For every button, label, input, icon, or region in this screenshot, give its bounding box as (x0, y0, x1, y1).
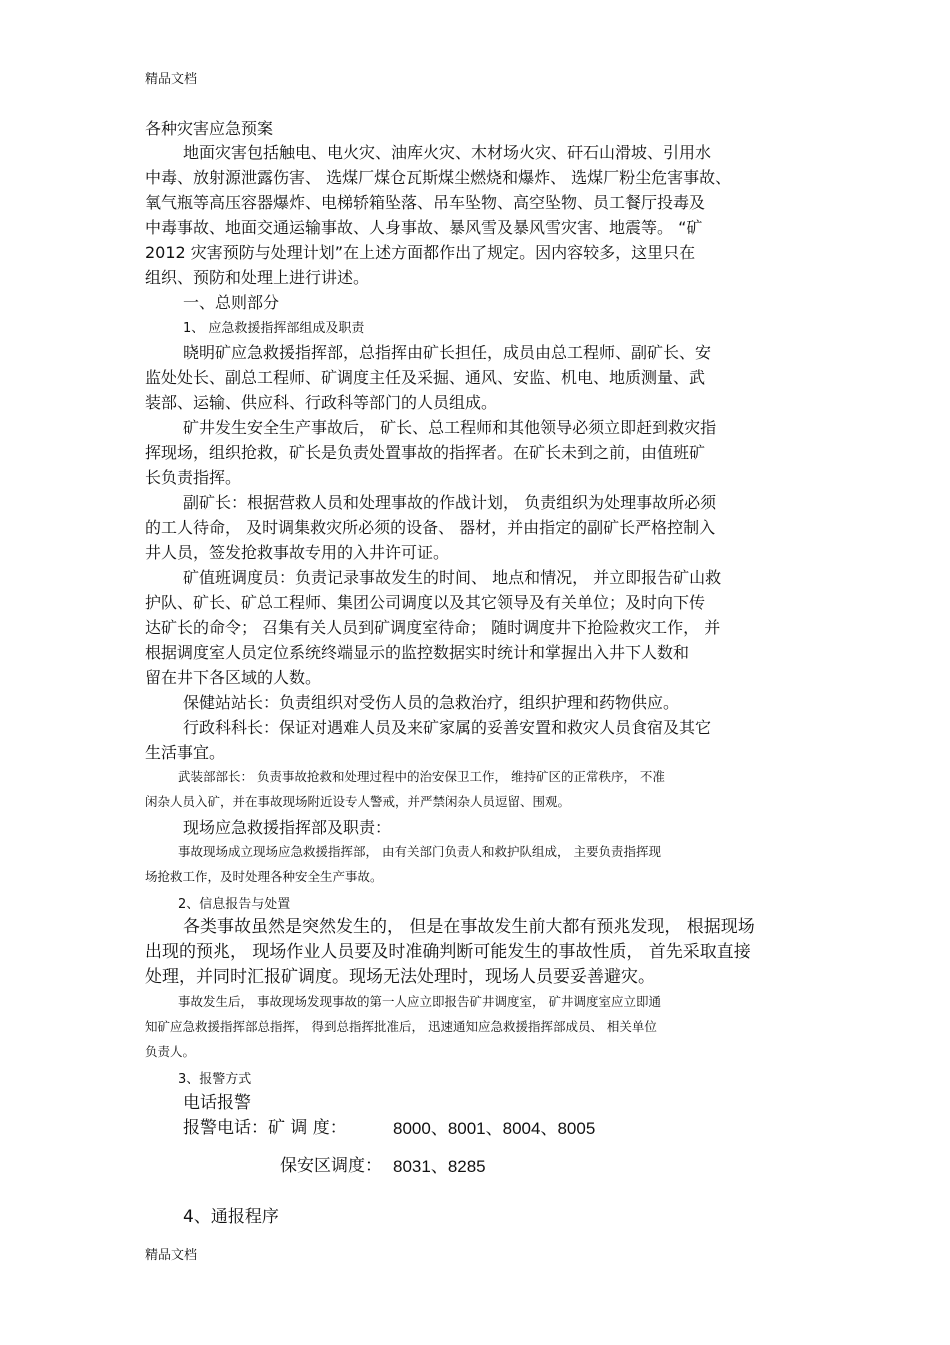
paragraph-line: 处理，并同时汇报矿调度。现场无法处理时，现场人员要妥善避灾。 (145, 967, 655, 987)
paragraph-line: 闲杂人员入矿，并在事故现场附近设专人警戒，并严禁闲杂人员逗留、围观。 (145, 794, 571, 809)
paragraph-line: 生活事宜。 (145, 743, 226, 762)
paragraph-line: 留在井下各区域的人数。 (145, 668, 322, 687)
paragraph-line: 根据调度室人员定位系统终端显示的监控数据实时统计和掌握出入井下人数和 (145, 643, 690, 662)
alarm-phone-numbers: 8000、8001、8004、8005 (393, 1119, 596, 1138)
paragraph-line: 挥现场，组织抢救，矿长是负责处置事故的指挥者。在矿长未到之前，由值班矿 (145, 443, 706, 462)
subsection-heading: 1、 应急救援指挥部组成及职责 (183, 321, 365, 336)
page-header: 精品文档 (145, 72, 198, 87)
paragraph-line: 知矿应急救援指挥部总指挥， 得到总指挥批准后， 迅速通知应急救援指挥部成员、 相关单位 (145, 1019, 657, 1034)
subsection-heading: 4、通报程序 (183, 1207, 279, 1227)
security-dispatch-numbers: 8031、8285 (393, 1157, 486, 1176)
subsection-heading: 3、报警方式 (178, 1072, 252, 1087)
paragraph-line: 矿值班调度员：负责记录事故发生的时间、 地点和情况， 并立即报告矿山救 (183, 568, 722, 587)
paragraph-line: 长负责指挥。 (145, 468, 242, 487)
section-heading: 一、总则部分 (183, 293, 280, 312)
paragraph-line: 地面灾害包括触电、电火灾、油库火灾、木材场火灾、矸石山滑坡、引用水 (183, 143, 712, 162)
paragraph-line: 护队、矿长、矿总工程师、集团公司调度以及其它领导及有关单位；及时向下传 (145, 593, 706, 612)
paragraph-line: 的工人待命， 及时调集救灾所必须的设备、 器材，并由指定的副矿长严格控制入 (145, 518, 716, 537)
paragraph-line: 监处处长、副总工程师、矿调度主任及采掘、通风、安监、机电、地质测量、武 (145, 368, 706, 387)
subsection-heading: 2、信息报告与处置 (178, 897, 291, 912)
paragraph-line: 中毒事故、地面交通运输事故、人身事故、暴风雪及暴风雪灾害、地震等。 “矿 (145, 218, 703, 237)
paragraph-line: 组织、预防和处理上进行讲述。 (145, 268, 370, 287)
paragraph-line: 井人员，签发抢救事故专用的入井许可证。 (145, 543, 450, 562)
paragraph-line: 副矿长：根据营救人员和处理事故的作战计划， 负责组织为处理事故所必须 (183, 493, 717, 512)
page-footer: 精品文档 (145, 1248, 198, 1263)
document-title: 各种灾害应急预案 (145, 119, 274, 138)
alarm-phone-label: 报警电话：矿 调 度： (183, 1118, 347, 1138)
phone-alarm-label: 电话报警 (183, 1093, 251, 1113)
paragraph-line: 晓明矿应急救援指挥部，总指挥由矿长担任，成员由总工程师、副矿长、安 (183, 343, 712, 362)
paragraph-line: 场抢救工作，及时处理各种安全生产事故。 (145, 869, 383, 884)
paragraph-line: 中毒、放射源泄露伤害、 选煤厂煤仓瓦斯煤尘燃烧和爆炸、 选煤厂粉尘危害事故、 (145, 168, 732, 187)
paragraph-line: 达矿长的命令； 召集有关人员到矿调度室待命； 随时调度井下抢险救灾工作， 并 (145, 618, 721, 637)
paragraph-line: 现场应急救援指挥部及职责： (183, 818, 392, 837)
paragraph-line: 各类事故虽然是突然发生的， 但是在事故发生前大都有预兆发现， 根据现场 (183, 917, 755, 937)
paragraph-line: 武装部部长： 负责事故抢救和处理过程中的治安保卫工作， 维持矿区的正常秩序， 不准 (178, 769, 665, 784)
paragraph-line: 保健站站长：负责组织对受伤人员的急救治疗，组织护理和药物供应。 (183, 693, 680, 712)
paragraph-line: 装部、运输、供应科、行政科等部门的人员组成。 (145, 393, 498, 412)
paragraph-line: 行政科科长：保证对遇难人员及来矿家属的妥善安置和救灾人员食宿及其它 (183, 718, 712, 737)
paragraph-line: 事故发生后， 事故现场发现事故的第一人应立即报告矿井调度室， 矿井调度室应立即通 (178, 994, 661, 1009)
paragraph-line: 氧气瓶等高压容器爆炸、电梯轿箱坠落、吊车坠物、高空坠物、员工餐厅投毒及 (145, 193, 706, 212)
paragraph-line: 负责人。 (145, 1044, 196, 1059)
paragraph-line: 矿井发生安全生产事故后， 矿长、总工程师和其他领导必须立即赶到救灾指 (183, 418, 717, 437)
paragraph-line: 事故现场成立现场应急救援指挥部， 由有关部门负责人和救护队组成， 主要负责指挥现 (178, 844, 661, 859)
security-dispatch-label: 保安区调度： (280, 1156, 382, 1176)
paragraph-line: 2012 灾害预防与处理计划”在上述方面都作出了规定。因内容较多，这里只在 (145, 243, 696, 262)
paragraph-line: 出现的预兆， 现场作业人员要及时准确判断可能发生的事故性质， 首先采取直接 (145, 942, 751, 962)
